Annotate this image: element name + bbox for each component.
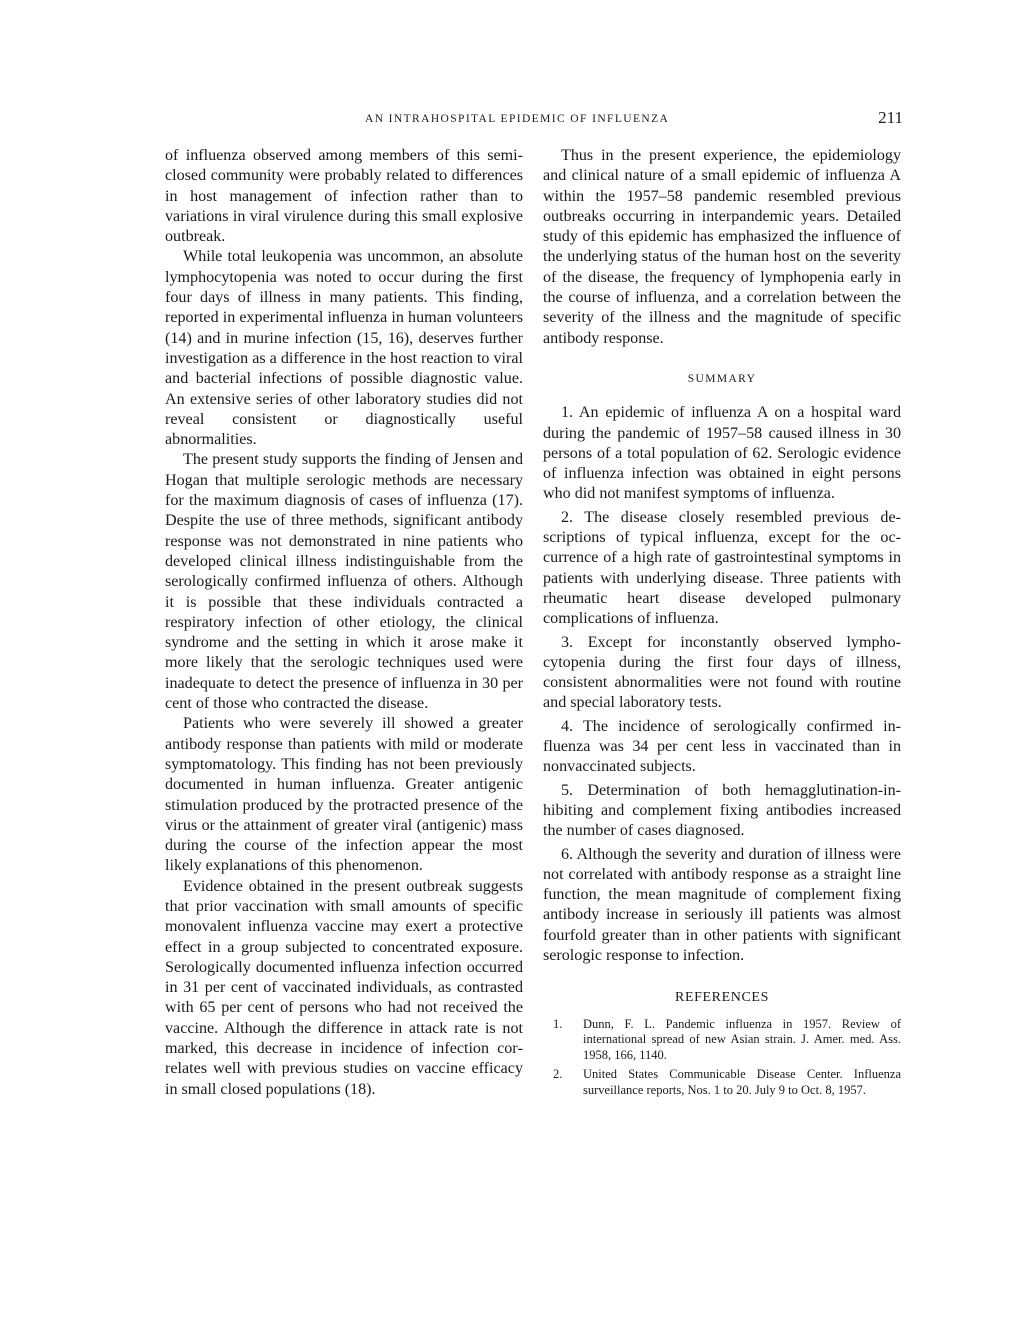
- summary-item: 3. Except for inconstantly observed lymphocytopenia during the first four days of illness, consistent abnormalities were not found with routine and special laboratory tests.: [543, 633, 901, 712]
- paragraph-antibody-response: Patients who were severely ill showed a greater antibody response than patients with mild or moderate symptomatology. This finding has not been previously documented in human influenza. Greater antigenic stimulation produced by the protracted presence of the virus or the attainment of greater viral (antigenic) mass during the course of the infection appear the most likely explanations of this phenomenon.: [165, 715, 523, 875]
- paragraph-conclusion: Thus in the present experience, the epidemiology and clinical nature of a small epidemic of influenza A within the 1957–58 pandemic resembled previous outbreaks occurring in interpandemic years. Detailed study of this epidemic has emphasized the influence of the underlying status of the human host on the severity of the disease, the frequency of lymphopenia early in the course of influenza, and a correlation between the severity of the illness and the magnitude of specific antibody response.: [543, 147, 901, 347]
- reference-text: United States Communicable Disease Center. Influenza surveillance reports, Nos. 1 to 20. July 9 to Oct. 8, 1957.: [583, 1067, 901, 1097]
- reference-number: 2.: [553, 1067, 563, 1082]
- running-title: AN INTRAHOSPITAL EPIDEMIC OF INFLUENZA: [365, 113, 670, 125]
- paragraph-lymphocytopenia: While total leukopenia was uncommon, an absolute lymphocytopenia was noted to occur during the first four days of illness in many patients. This finding, reported in experimental influenza in human volunteers (14) and in murine infection (15, 16), deserves further investigation as a difference in the host reaction to viral and bacterial infections of possible diagnostic value. An extensive series of other laboratory studies did not reveal consistent or diagnostically useful abnormalities.: [165, 248, 523, 449]
- summary-item: 6. Although the severity and duration of illness were not correlated with antibody response as a straight line function, the mean magnitude of complement fixing antibody increase in seriously ill patients was almost fourfold greater than in other patients with significant serologic response to infection.: [543, 845, 901, 964]
- reference-item: [543, 1017, 901, 1064]
- right-column: [543, 146, 901, 1102]
- paragraph-serologic-methods: The present study supports the finding of Jensen and Hogan that multiple serologic methods are necessary for the maximum diagnosis of cases of influenza (17). Despite the use of three methods, significant antibody response was not demonstrated in nine patients who developed clinical illness indistinguishable from the serologically confirmed influenza of others. Although it is possible that these individuals contracted a respiratory infection of other etiology, the clinical syndrome and the setting in which it arose make it more likely that the serologic techniques used were inadequate to detect the presence of influenza in 30 per cent of those who contracted the disease.: [165, 451, 523, 713]
- summary-list: [543, 403, 901, 966]
- references-list: [543, 1017, 901, 1099]
- summary-item: 1. An epidemic of influenza A on a hospital ward during the pandemic of 1957–58 caused illness in 30 persons of a total population of 62. Serologic evidence of influenza infection was obtained in eight persons who did not manifest symptoms of influenza.: [543, 404, 901, 503]
- left-column: [165, 146, 523, 1100]
- paragraph-continued: of influenza observed among members of this semiclosed community were probably related to differences in host management of infection rather than to variations in viral virulence during this small explosive outbreak.: [165, 147, 523, 246]
- summary-item: 4. The incidence of serologically confirmed influenza was 34 per cent less in vaccinated than in nonvaccinated subjects.: [543, 717, 901, 776]
- running-header: [165, 108, 903, 132]
- reference-text: Dunn, F. L. Pandemic influenza in 1957. Review of international spread of new Asian strain. J. Amer. med. Ass. 1958, 166, 1140.: [583, 1016, 901, 1062]
- summary-item: 2. The disease closely resembled previous descriptions of typical influenza, except for the occurrence of a high rate of gastrointestinal symptoms in patients with underlying disease. Three patients with rheumatic heart disease developed pulmonary complications of influenza.: [543, 508, 901, 628]
- paragraph-vaccination: Evidence obtained in the present outbreak suggests that prior vaccination with small amounts of specific monovalent influenza vaccine may exert a protective effect in a group subjected to concentrated exposure. Serologically documented influenza infection occurred in 31 per cent of vaccinated individuals, as contrasted with 65 per cent of persons who had not received the vaccine. Although the difference in attack rate is not marked, this decrease in incidence of infection correlates well with previous studies on vaccine efficacy in small closed populations (18).: [165, 877, 523, 1098]
- page-number: 211: [878, 108, 903, 127]
- reference-number: 1.: [553, 1016, 563, 1031]
- summary-item: 5. Determination of both hemagglutination-inhibiting and complement fixing antibodies increased the number of cases diagnosed.: [543, 781, 901, 840]
- summary-heading: SUMMARY: [687, 372, 757, 385]
- references-heading: REFERENCES: [675, 990, 769, 1006]
- reference-item: [543, 1067, 901, 1098]
